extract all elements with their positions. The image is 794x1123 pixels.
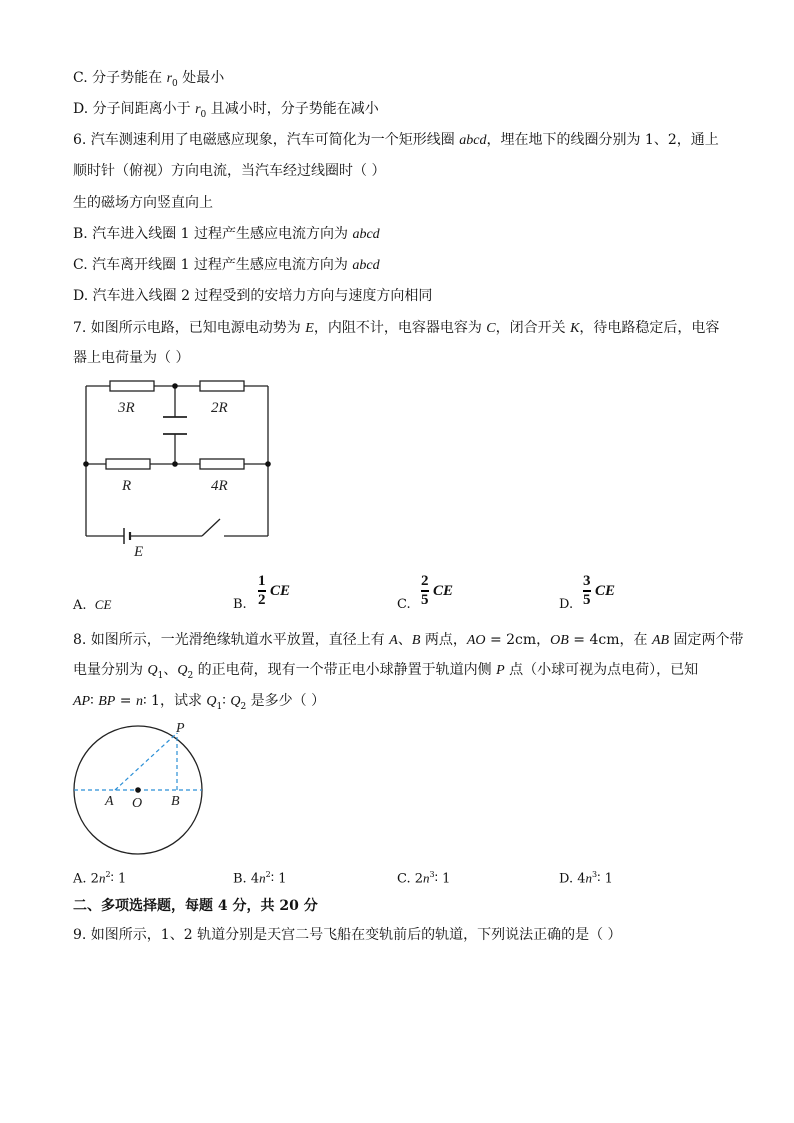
q8-circle-diagram	[68, 720, 212, 860]
q6-option-b: B. 汽车进入线圈 1 过程产生感应电流方向为 abcd	[73, 226, 380, 242]
label-r: R	[122, 478, 132, 494]
q7-options	[73, 597, 753, 627]
label-a: A	[105, 794, 114, 809]
q7-stem-line1: 7. 如图所示电路，已知电源电动势为 E，内阻不计，电容器电容为 C，闭合开关 K，待电路稳定后，电容	[73, 320, 720, 336]
q8-stem-line3: AP∶ BP = n∶ 1，试求 $Q_1∶$ $Q_2$ 是多少（ ）	[73, 693, 326, 712]
section-heading: 二、多项选择题，每题 4 分，共 20 分	[73, 898, 318, 914]
label-4r: 4R	[211, 478, 228, 494]
label-b: B	[171, 794, 180, 809]
label-2r: 2R	[211, 400, 228, 416]
resistor-2r	[200, 381, 244, 391]
q6-stem-line3: 生的磁场方向竖直向上	[73, 195, 213, 211]
q6-option-c: C. 汽车离开线圈 1 过程产生感应电流方向为 abcd	[73, 257, 380, 273]
q7-stem-line2: 器上电荷量为（ ）	[73, 350, 190, 366]
switch-blade	[202, 519, 220, 536]
q5-option-d: D. 分子间距离小于 $r_0$ 且减小时，分子势能在减小	[73, 101, 379, 120]
resistor-4r	[200, 459, 244, 469]
q5-option-c: C. 分子势能在 $r_0$ 处最小	[73, 70, 225, 89]
resistor-3r	[110, 381, 154, 391]
q6-stem-line2: 顺时针（俯视）方向电流，当汽车经过线圈时（ ）	[73, 163, 386, 179]
q8-option-a[interactable]: A. $2n^2∶$ 1	[73, 870, 127, 887]
q6-option-d: D. 汽车进入线圈 2 过程受到的安培力方向与速度方向相同	[73, 288, 433, 304]
resistor-r	[106, 459, 150, 469]
line-ap	[115, 733, 177, 790]
q8-option-d[interactable]: D. $4n^3∶$ 1	[559, 870, 613, 887]
q8-option-c[interactable]: C. $2n^3∶$ 1	[397, 870, 451, 887]
q7-option-b[interactable]: B.	[233, 597, 247, 612]
q7-b-fraction: 1 2	[258, 573, 266, 608]
q6-stem-line1: 6. 汽车测速利用了电磁感应现象，汽车可简化为一个矩形线圈 abcd，埋在地下的线圈分别为 1、2，通上	[73, 132, 719, 148]
label-3r: 3R	[118, 400, 135, 416]
q7-option-a[interactable]: A. CE	[73, 597, 112, 613]
q7-b-ce: CE	[270, 583, 291, 599]
q7-option-c[interactable]: C.	[397, 597, 411, 612]
q8-stem-line1: 8. 如图所示，一光滑绝缘轨道水平放置，直径上有 A、B 两点，AO = 2cm，OB = 4cm，在 AB 固定两个带	[73, 632, 744, 648]
q7-d-fraction: 3 5	[583, 573, 591, 608]
q7-c-ce: CE	[433, 583, 454, 599]
q7-option-d[interactable]: D.	[559, 597, 574, 612]
center-o-dot	[135, 787, 141, 793]
q9-stem: 9. 如图所示，1、2 轨道分别是天宫二号飞船在变轨前后的轨道，下列说法正确的是（ ）	[73, 927, 622, 943]
label-e: E	[134, 544, 144, 560]
q7-c-fraction: 2 5	[421, 573, 429, 608]
q7-d-ce: CE	[595, 583, 616, 599]
label-p: P	[176, 721, 185, 736]
q8-stem-line2: 电量分别为 $Q_1$、$Q_2$ 的正电荷，现有一个带正电小球静置于轨道内侧 P 点（小球可视为点电荷），已知	[73, 662, 699, 681]
q8-option-b[interactable]: B. $4n^2∶$ 1	[233, 870, 287, 887]
q7-circuit-diagram	[78, 378, 278, 560]
label-o: O	[132, 796, 143, 811]
